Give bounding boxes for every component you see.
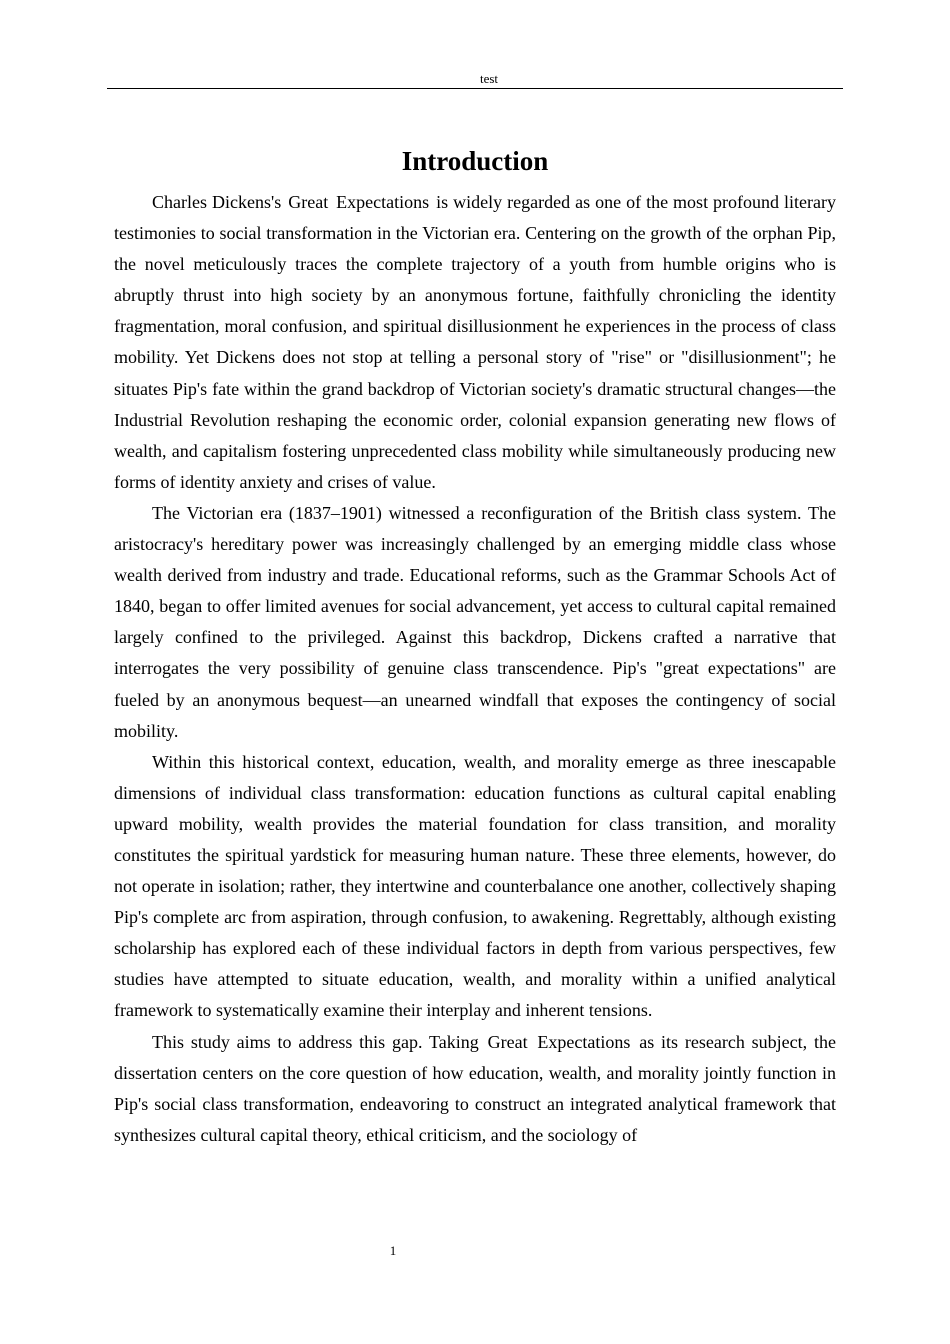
paragraph-text: Charles Dickens's: [152, 192, 282, 212]
running-header-text: test: [479, 71, 499, 86]
paragraph-text: This study aims to address this gap. Taking: [152, 1031, 479, 1052]
document-title: Introduction: [401, 146, 549, 176]
paragraph-text: is widely regarded as one of the most profound literary testimonies to social transformation in the Victorian era. Centering on the growth of the orphan Pip, the novel meticulously traces the complete trajectory of a youth from humble origins who is abruptly thrust into high society by an anonymous fortune, faithfully chronicling the identity fragmentation, moral confusion, and spiritual disillusionment he experiences in the process of class mobility. Yet Dickens does not stop at telling a personal story of "rise" or "disillusionment"; he situates Pip's fate within the grand backdrop of Victorian society's dramatic structural changes—the Industrial Revolution reshaping the economic order, colonial expansion generating new flows of wealth, and capitalism fostering unprecedented class mobility while simultaneously producing new forms of identity anxiety and crises of value.: [114, 192, 837, 492]
paragraph: The Victorian era (1837–1901) witnessed a reconfiguration of the British class system. The aristocracy's hereditary power was increasingly challenged by an emerging middle class whose wealth derived from industry and trade. Educational reforms, such as the Grammar Schools Act of 1840, began to offer limited avenues for social advancement, yet access to cultural capital remained largely confined to the privileged. Against this backdrop, Dickens crafted a narrative that interrogates the very possibility of genuine class transcendence. Pip's "great expectations" are fueled by an anonymous bequest—an unearned windfall that exposes the contingency of social mobility.: [114, 502, 836, 741]
paragraph: Within this historical context, education, wealth, and morality emerge as three inescapable dimensions of individual class transformation: education functions as cultural capital enabling upward mobility, wealth provides the material foundation for class transition, and morality constitutes the spiritual yardstick for measuring human nature. These three elements, however, do not operate in isolation; rather, they intertwine and counterbalance one another, collectively shaping Pip's complete arc from aspiration, through confusion, to awakening. Regrettably, although existing scholarship has explored each of these individual factors in depth from various perspectives, few studies have attempted to situate education, wealth, and morality within a unified analytical framework to systematically examine their interplay and inherent tensions.: [114, 751, 836, 1021]
running-header: [107, 70, 843, 89]
paragraph: [114, 187, 836, 498]
paragraph: [114, 1027, 836, 1151]
page-number: 1: [389, 1243, 397, 1258]
book-title: Great Expectations: [288, 192, 430, 212]
book-title: Great Expectations: [487, 1031, 631, 1052]
paragraph-text: as its research subject, the dissertation centers on the core question of how education, wealth, and morality jointly function in Pip's social class transformation, endeavoring to construct an integrated analytical framework that synthesizes cultural capital theory, ethical criticism, and the sociology of: [114, 1031, 836, 1145]
document-body: [114, 187, 836, 1151]
